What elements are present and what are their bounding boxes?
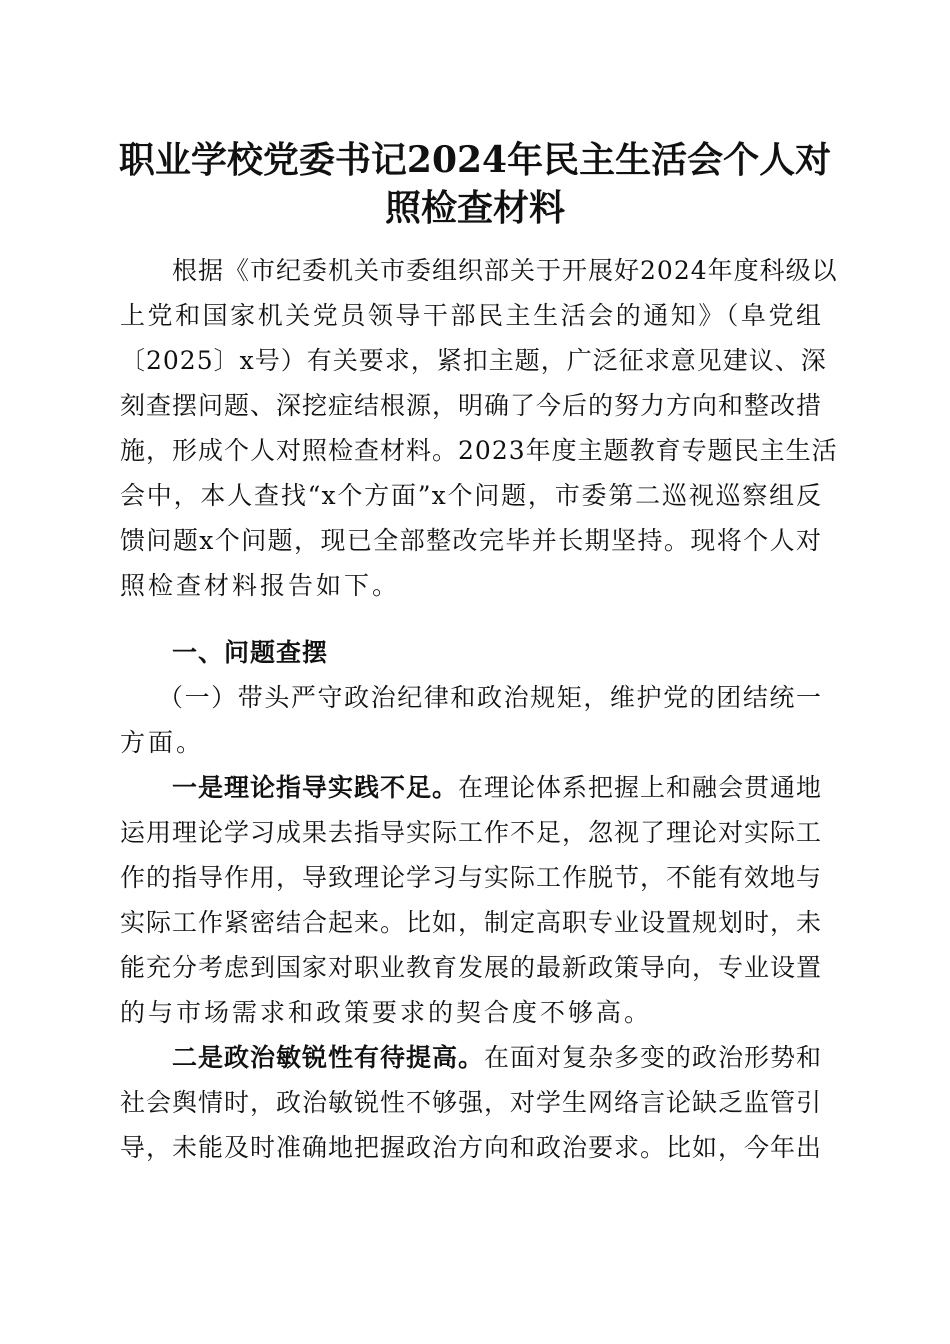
point-1-lead: 一是理论指导实践不足。 [172,773,459,802]
document-title-line-2: 照检查材料 [384,187,565,229]
document-body [120,248,838,1170]
intro-line: 〔2025〕x号）有关要求，紧扣主题，广泛征求意见建议、深 [120,346,827,375]
point-2-lead: 二是政治敏锐性有待提高。 [172,1043,485,1072]
point-1-line: 实际工作紧密结合起来。比如，制定高职专业设置规划时，未 [120,908,823,937]
intro-line: 施，形成个人对照检查材料。2023年度主题教育专题民主生活 [120,436,838,465]
point-1-line: 运用理论学习成果去指导实际工作不足，忽视了理论对实际工 [120,818,823,847]
point-1-first-line [120,765,822,810]
section-heading: 一、问题查摆 [172,638,329,667]
point-1-line: 作的指导作用，导致理论学习与实际工作脱节，不能有效地与 [120,863,823,892]
intro-line: 上党和国家机关党员领导干部民主生活会的通知》（阜党组 [120,301,822,330]
document-title-line-1: 职业学校党委书记2024年民主生活会个人对 [118,139,832,181]
intro-line: 根据《市纪委机关市委组织部关于开展好2024年度科级以 [172,256,838,285]
subsection-heading-line: 方面。 [120,728,205,757]
point-1-line: 的与市场需求和政策要求的契合度不够高。 [120,998,653,1027]
point-2-line: 社会舆情时，政治敏锐性不够强，对学生网络言论缺乏监管引 [120,1088,823,1117]
point-2-text: 在面对复杂多变的政治形势和 [484,1043,823,1072]
point-1-line: 能充分考虑到国家对职业教育发展的最新政策导向，专业设置 [120,953,823,982]
intro-line: 照检查材料报告如下。 [120,571,401,600]
intro-line: 会中，本人查找“x个方面”x个问题，市委第二巡视巡察组反 [120,481,822,510]
intro-line: 刻查摆问题、深挖症结根源，明确了今后的努力方向和整改措 [120,391,823,420]
subsection-heading-line: （一）带头严守政治纪律和政治规矩，维护党的团结统一 [158,683,822,712]
intro-line: 馈问题x个问题，现已全部整改完毕并长期坚持。现将个人对 [120,526,822,555]
point-2-line: 导，未能及时准确地把握政治方向和政治要求。比如，今年出 [120,1133,823,1162]
point-2-first-line [120,1035,822,1080]
point-1-text: 在理论体系把握上和融会贯通地 [458,773,823,802]
